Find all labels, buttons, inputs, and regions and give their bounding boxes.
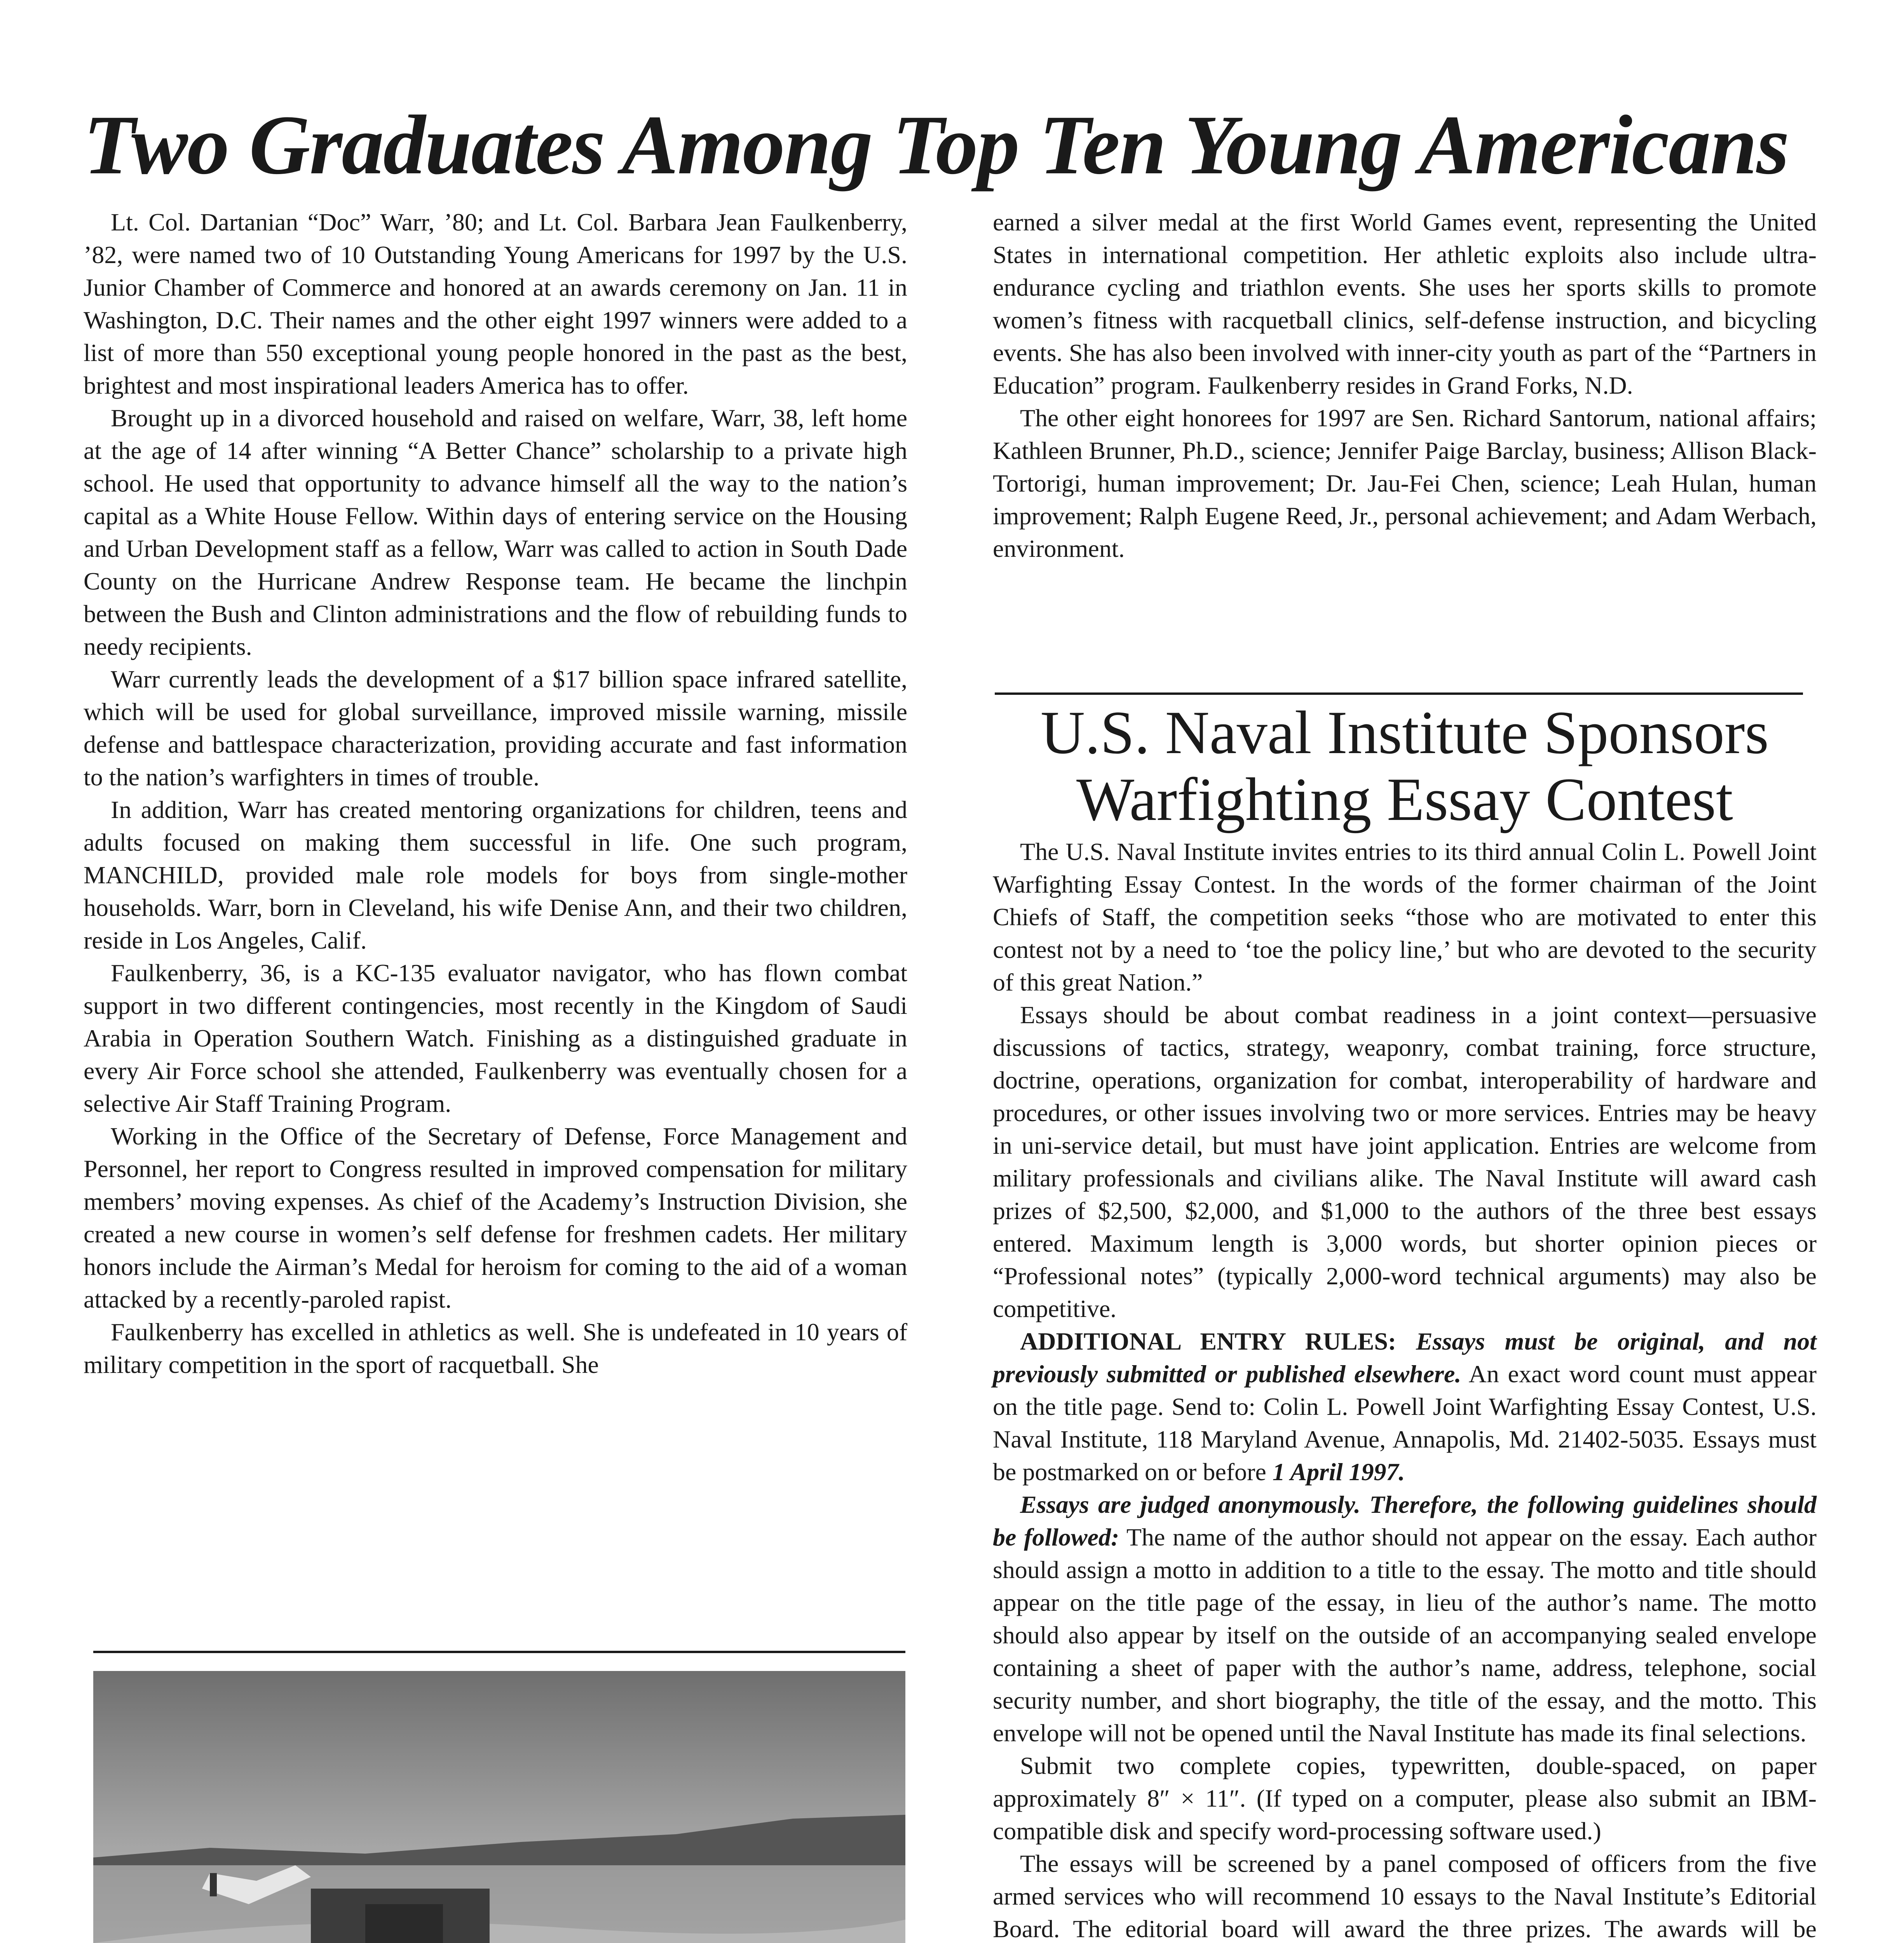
headline: Two Graduates Among Top Ten Young Americans xyxy=(84,98,1789,192)
article-paragraph: The other eight honorees for 1997 are Sen. Richard Santorum, national affairs; Kathleen Brunner, Ph.D., science; Jennifer Paige Barclay, business; Allison Black-Tortorigi, human improvement; Dr. Jau-Fei Chen, science; Leah Hulan, human improvement; Ralph Eugene Reed, Jr., personal achievement; and Adam Werbach, environment. xyxy=(993,404,1817,562)
guidelines-paragraph xyxy=(993,1488,1817,1749)
article-paragraph: Essays should be about combat readiness in a joint context—persuasive discussions of tactics, strategy, weaponry, combat training, force structure, doctrine, operations, organization for combat, interoperability of hardware and procedures, or other issues involving two or more services. Entries may be heavy in uni-service detail, but must have joint application. Entries are welcome from military professionals and civilians alike. The Naval Institute will award cash prizes of $2,500, $2,000, and $1,000 to the authors of the three best essays entered. Maximum length is 3,000 words, but shorter opinion pieces or “Professional notes” (typically 2,000-word technical arguments) may also be competitive. xyxy=(993,1001,1817,1322)
article-paragraph: Working in the Office of the Secretary of Defense, Force Management and Personnel, her report to Congress resulted in improved compensation for military members’ moving expenses. As chief of the Academy’s Instruction Division, she created a new course in women’s self defense for freshmen cadets. Her military honors include the Airman’s Medal for heroism for coming to the aid of a woman attacked by a recently-paroled rapist. xyxy=(84,1122,907,1313)
article-paragraph: Lt. Col. Dartanian “Doc” Warr, ’80; and Lt. Col. Barbara Jean Faulkenberry, ’82, were named two of 10 Outstanding Young Americans for 1997 by the U.S. Junior Chamber of Commerce and honored at an awards ceremony on Jan. 11 in Washington, D.C. Their names and the other eight 1997 winners were added to a list of more than 550 exceptional young people honored in the past as the best, brightest and most inspirational leaders America has to offer. xyxy=(84,208,907,399)
section-title: U.S. Naval Institute Sponsors Warfighting Essay Contest xyxy=(1040,699,1769,834)
article-paragraph: earned a silver medal at the first World Games event, representing the United States in international competition. Her athletic exploits also include ultra-endurance cycling and triathlon events. She uses her sports skills to promote women’s fitness with racquetball clinics, self-defense instruction, and bicycling events. She has also been involved with inner-city youth as part of the “Partners in Education” program. Faulkenberry resides in Grand Forks, N.D. xyxy=(993,208,1817,399)
taxiway-construction-photo xyxy=(93,1671,905,1943)
rules-text: An exact word count must appear on the title page. Send to: Colin L. Powell Joint Warfighting Essay Contest, U.S. Naval Institute, 118 Maryland Avenue, Annapolis, Md. 21402-5035. Essays must be postmarked on or before xyxy=(993,1360,1817,1486)
article-paragraph: The U.S. Naval Institute invites entries to its third annual Colin L. Powell Joint Warfighting Essay Contest. In the words of the former chairman of the Joint Chiefs of Staff, the competition seeks “those who are motivated to enter this contest not by a need to ‘toe the policy line,’ but who are devoted to the security of this great Nation.” xyxy=(993,838,1817,996)
essay-contest-article xyxy=(993,835,1817,1943)
entry-rules-paragraph xyxy=(993,1325,1817,1488)
judging-text: The essays will be screened by a panel composed of officers from the five armed services who will recommend 10 essays to the Naval Institute’s Editorial Board. The editorial board will award the three prizes. The awards will be xyxy=(993,1850,1817,1943)
column-divider-rule xyxy=(93,1651,905,1653)
guidelines-text: The name of the author should not appear on the essay. Each author should assign a motto in addition to a title to the essay. The motto and title should appear on the title page of the essay, in lieu of the author’s name. The motto should also appear by itself on the outside of an accompanying sealed envelope containing a sheet of paper with the author’s name, address, telephone, social security number, and short biography, the title of the essay, and the motto. This envelope will not be opened until the Naval Institute has made its final selections. xyxy=(993,1523,1817,1747)
rules-label: ADDITIONAL ENTRY RULES: xyxy=(1020,1327,1397,1355)
deadline-date: 1 April 1997. xyxy=(1272,1458,1405,1486)
section-divider-rule xyxy=(995,692,1803,695)
article-paragraph: Brought up in a divorced household and raised on welfare, Warr, 38, left home at the age of 14 after winning “A Better Chance” scholarship to a private high school. He used that opportunity to advance himself all the way to the nation’s capital as a White House Fellow. Within days of entering service on the Housing and Urban Development staff as a fellow, Warr was called to action in South Dade County on the Hurricane Andrew Response team. He became the linchpin between the Bush and Clinton administrations and the flow of rebuilding funds to needy recipients. xyxy=(84,404,907,660)
judging-paragraph xyxy=(993,1847,1817,1943)
left-column xyxy=(84,206,907,1381)
right-column-continuation xyxy=(993,206,1817,565)
article-paragraph: Faulkenberry has excelled in athletics as well. She is undefeated in 10 years of military competition in the sport of racquetball. She xyxy=(84,1318,907,1378)
article-paragraph: Warr currently leads the development of a $17 billion space infrared satellite, which will be used for global surveillance, improved missile warning, missile defense and battlespace characterization, providing accurate and fast information to the nation’s warfighters in times of trouble. xyxy=(84,665,907,791)
rules-emphasis: Essays must be original, and not previously submitted or published elsewhere. xyxy=(993,1327,1817,1388)
guidelines-emphasis: Essays are judged anonymously. Therefore, the following guidelines should be followed: xyxy=(993,1491,1817,1551)
article-paragraph: Faulkenberry, 36, is a KC-135 evaluator navigator, who has flown combat support in two different contingencies, most recently in the Kingdom of Saudi Arabia in Operation Southern Watch. Finishing as a distinguished graduate in every Air Force school she attended, Faulkenberry was eventually chosen for a selective Air Staff Training Program. xyxy=(84,959,907,1117)
article-paragraph: Submit two complete copies, typewritten, double-spaced, on paper approximately 8″ × 11″. (If typed on a computer, please also submit an IBM-compatible disk and specify word-processing software used.) xyxy=(993,1752,1817,1845)
photo-illustration xyxy=(93,1671,905,1943)
article-paragraph: In addition, Warr has created mentoring organizations for children, teens and adults focused on making them successful in life. One such program, MANCHILD, provided male role models for boys from single-mother households. Warr, born in Cleveland, his wife Denise Ann, and their two children, reside in Los Angeles, Calif. xyxy=(84,796,907,954)
